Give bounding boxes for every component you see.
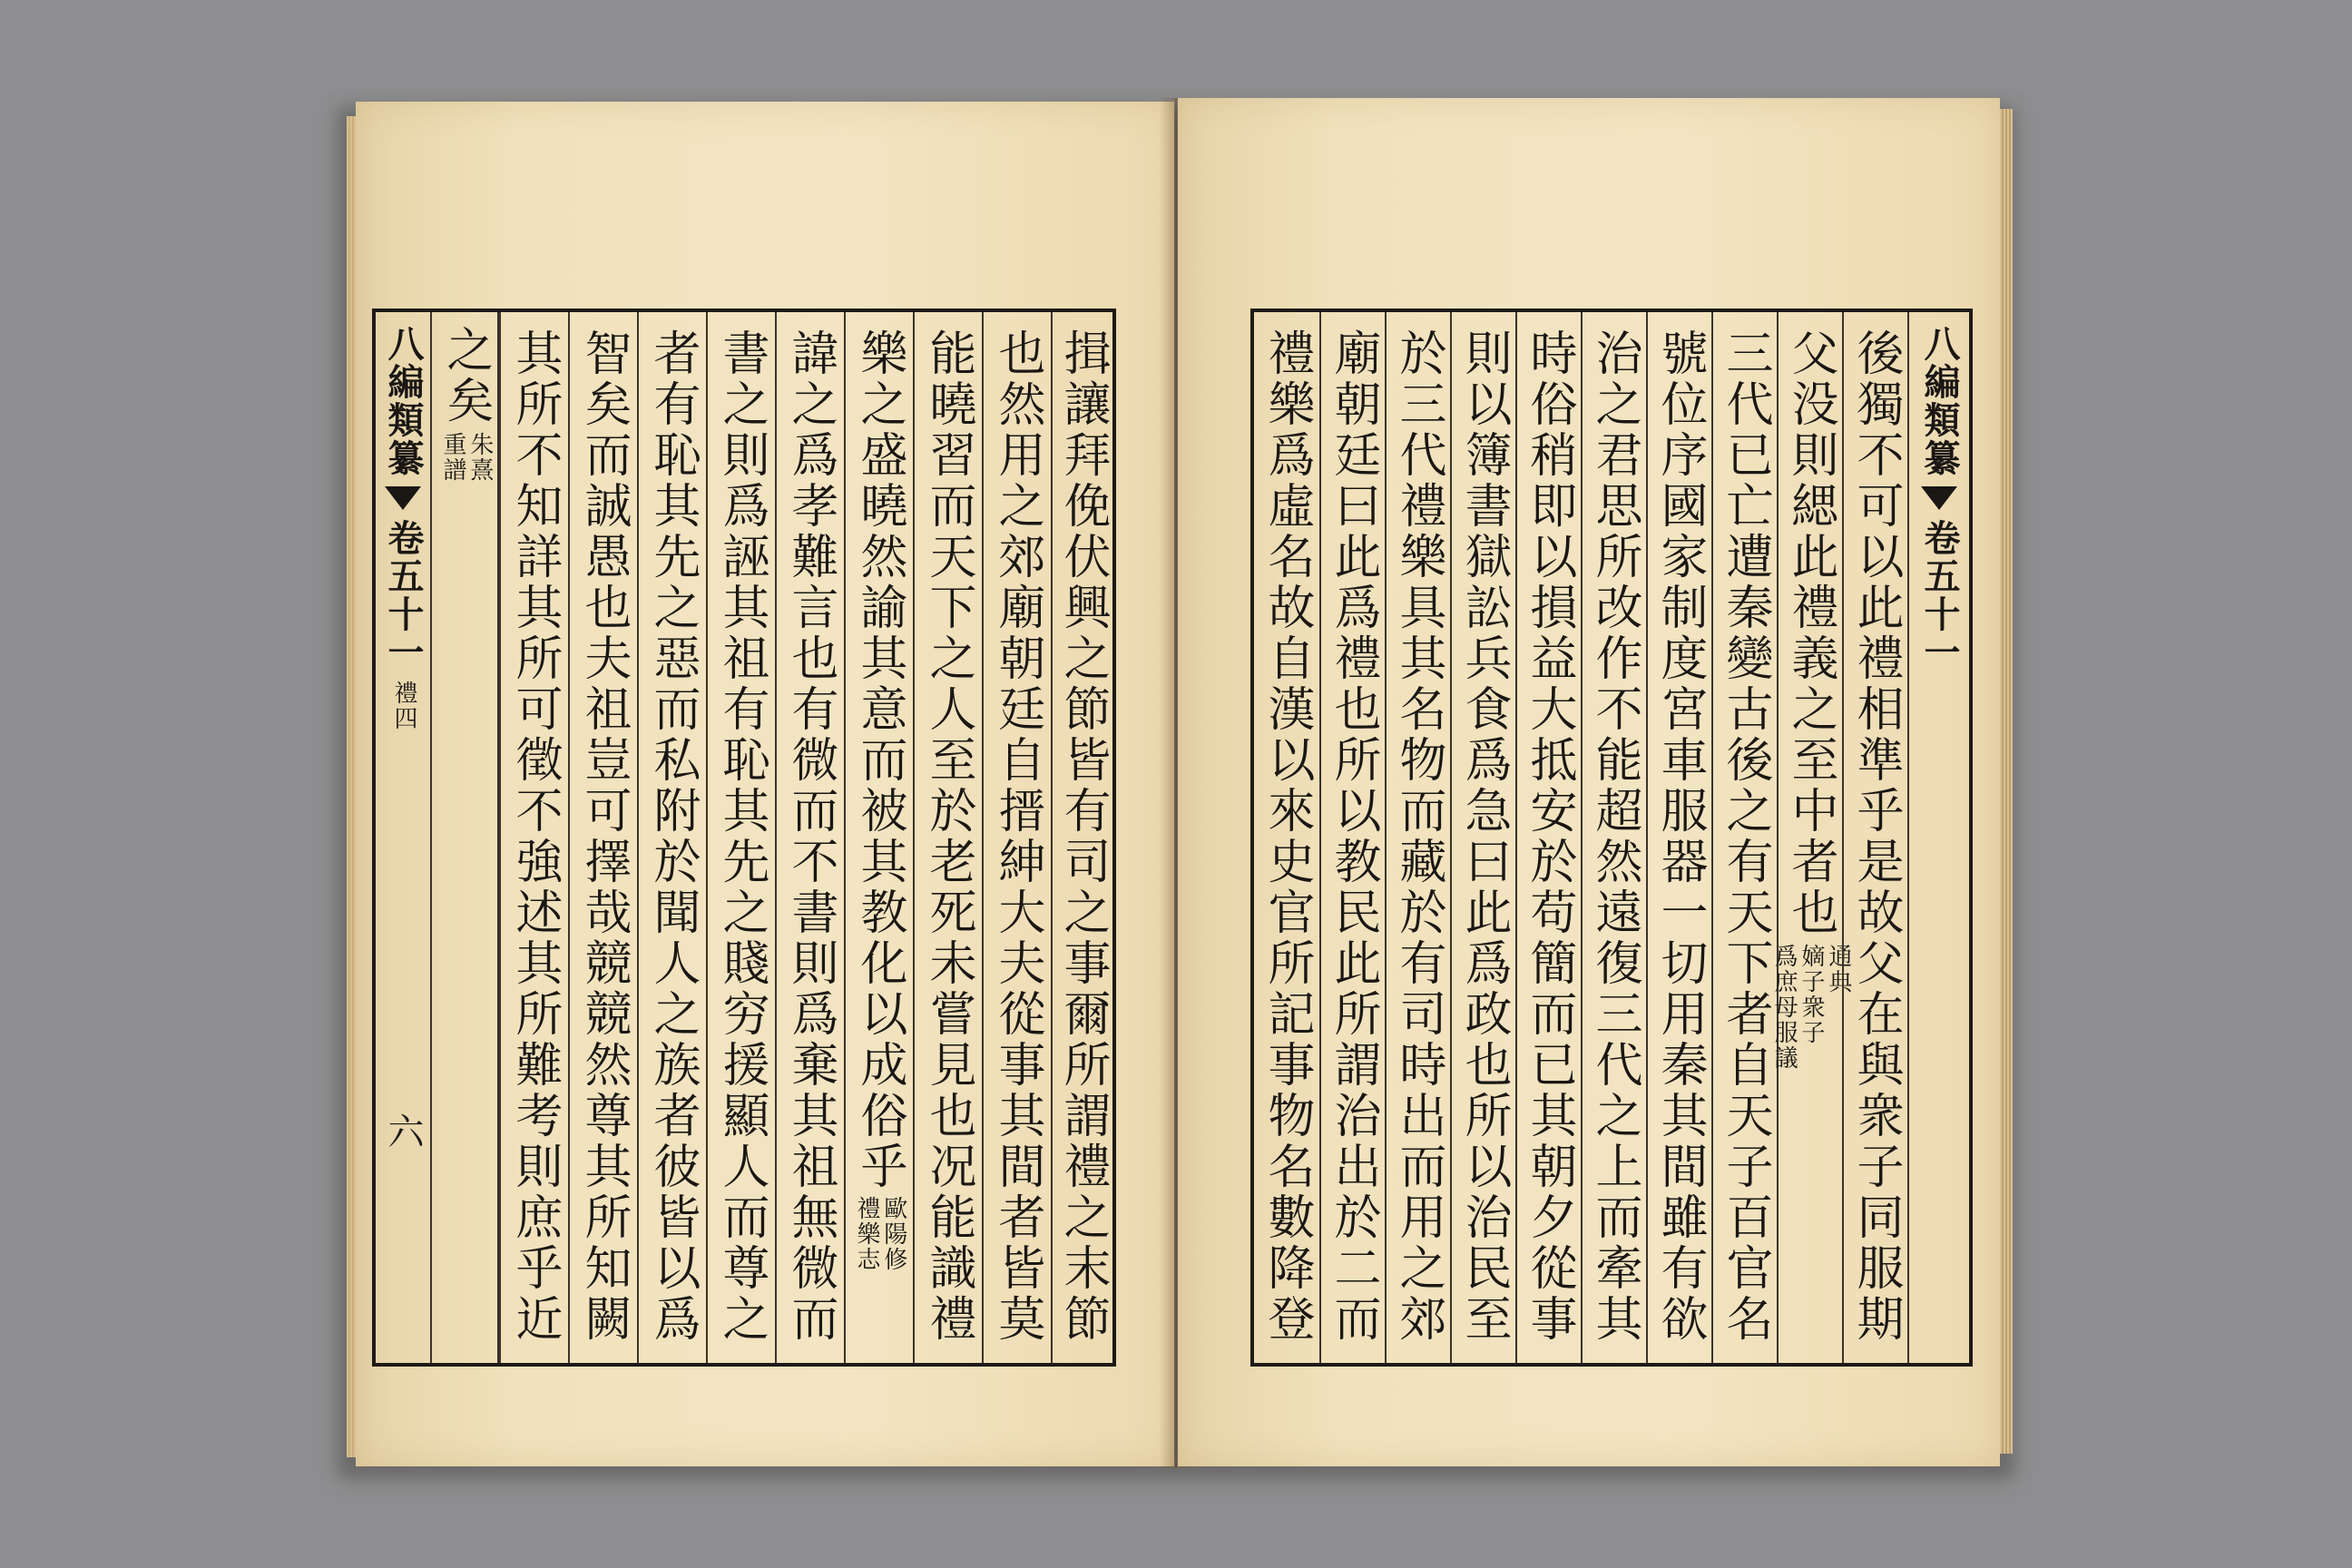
right-column-9: 廟朝廷曰此爲禮也所以教民此所謂治出於二而 [1326,328,1380,1345]
zhu-note-line-2: 重譜 [439,432,466,483]
ouyang-note-line-1: 歐陽修 [879,1196,907,1272]
right-volume: 卷五十一 [1918,519,1961,671]
right-column-6: 時俗稍即以損益大抵安於苟簡而已其朝夕從事 [1522,328,1576,1345]
right-col-2 [1770,312,1852,1363]
right-fish-tail [1921,486,1957,510]
zhu-note [438,432,493,483]
weishu-note: 爲庶母服議 [1770,944,1798,1071]
right-col-6 [1515,312,1581,1363]
tongdian-note [1769,944,1851,1071]
right-col-10 [1254,312,1319,1363]
left-margin-column [376,312,432,1363]
right-col-4 [1646,312,1711,1363]
left-column-1: 揖讓拜俛伏興之節皆有司之事爾所謂禮之末節 [1055,328,1110,1345]
zhu-note-line-1: 朱熹 [466,432,494,483]
left-col-7 [637,312,706,1363]
right-column-1: 後獨不可以此禮相準乎是故父在與衆子同服期 [1848,328,1903,1345]
right-column-10: 禮樂爲虛名故自漢以來史官所記事物名數降登 [1259,328,1314,1345]
left-column-8: 智矣而誠愚也夫祖豈可擇哉競競然尊其所知闕 [576,328,631,1345]
right-margin-column [1907,312,1969,1363]
right-text-frame [1250,309,1973,1367]
left-col-9 [499,312,568,1363]
right-col-7 [1450,312,1515,1363]
right-column-5: 治之君思所改作不能超然遠復三代之上而牽其 [1587,328,1642,1345]
left-section: 禮四 [389,681,417,731]
left-last-column [434,312,499,1363]
left-column-2: 也然用之郊廟朝廷自搢紳大夫從事其間者皆莫 [990,328,1044,1345]
right-col-3 [1711,312,1777,1363]
right-col-1 [1842,312,1907,1363]
right-column-2: 父没則緦此禮義之至中者也 [1783,328,1838,938]
right-col-5 [1581,312,1646,1363]
tongdian-note-line-1: 通典 [1824,944,1852,995]
left-column-10: 之矣 [438,325,493,426]
left-volume: 卷五十一 [382,519,425,671]
left-column-7: 者有恥其先之惡而私附於聞人之族者彼皆以爲 [645,328,700,1345]
left-col-2 [982,312,1051,1363]
right-col-8 [1385,312,1450,1363]
right-margin-title: 八編類纂 [1918,325,1961,477]
left-text-frame [372,309,1116,1367]
left-col-3 [913,312,982,1363]
left-column-4: 樂之盛曉然諭其意而被其教化以成俗乎 [852,328,906,1192]
left-col-1 [1051,312,1112,1363]
right-column-4: 號位序國家制度宮車服器一切用秦其間雖有欲 [1652,328,1707,1345]
left-column-5: 諱之爲孝難言也有微而不書則爲棄其祖無微而 [783,328,838,1345]
ouyang-note [852,1196,906,1272]
left-col-5 [775,312,844,1363]
right-column-3: 三代已亡遭秦變古後之有天下者自天子百官名 [1718,328,1772,1345]
left-fish-tail [385,486,421,510]
left-margin-title: 八編類纂 [382,325,425,477]
left-folio: 六 [382,1112,424,1151]
right-column-7: 則以簿書獄訟兵食爲急曰此爲政也所以治民至 [1456,328,1511,1345]
ouyang-note-line-2: 禮樂志 [853,1196,880,1272]
left-column-3: 能曉習而天下之人至於老死未嘗見也况能識禮 [921,328,975,1345]
left-col-6 [706,312,775,1363]
right-col-9 [1319,312,1385,1363]
left-col-8 [568,312,637,1363]
tongdian-note-line-2: 嫡子衆子 [1797,944,1825,1045]
left-column-6: 書之則爲誣其祖有恥其先之賤穷援顯人而尊之 [714,328,769,1345]
right-column-8: 於三代禮樂具其名物而藏於有司時出而用之郊 [1391,328,1446,1345]
left-column-9: 其所不知詳其所可徵不強述其所難考則庶乎近 [507,328,562,1345]
left-col-4 [844,312,913,1363]
